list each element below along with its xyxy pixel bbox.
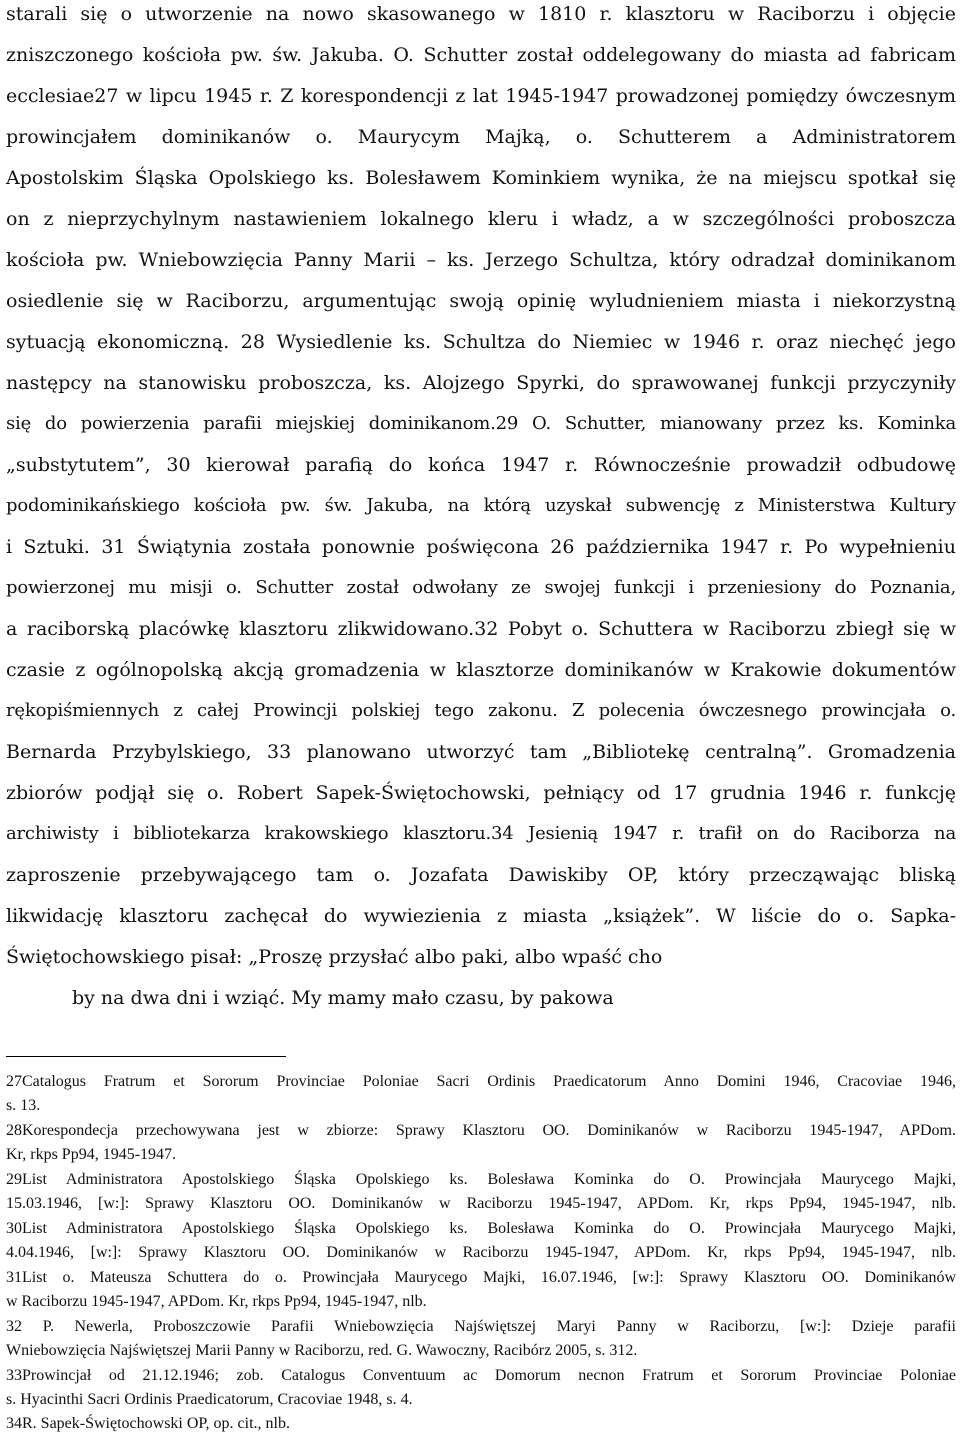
body-line: i Sztuki. 31 Świątynia została ponownie poświęcona 26 października 1947 r. Po wypełnieniu	[6, 536, 956, 558]
body-line: by na dwa dni i wziąć. My mamy mało czasu, by pakowa	[72, 987, 614, 1009]
body-line: „substytutem”, 30 kierował parafią do końca 1947 r. Równocześnie prowadził odbudowę	[6, 454, 956, 476]
body-line: następcy na stanowisku proboszcza, ks. Alojzego Spyrki, do sprawowanej funkcji przyczyniły	[6, 372, 956, 394]
footnote-line: 32 P. Newerla, Proboszczowie Parafii Wniebowzięcia Najświętszej Maryi Panny w Raciborzu, [w:]: Dzieje parafii	[6, 1318, 956, 1335]
footnote-line: Kr, rkps Pp94, 1945-1947.	[6, 1146, 177, 1163]
body-line: sytuacją ekonomiczną. 28 Wysiedlenie ks. Schultza do Niemiec w 1946 r. oraz niechęć jego	[6, 331, 956, 353]
body-line: Świętochowskiego pisał: „Proszę przysłać albo paki, albo wpaść cho	[6, 946, 663, 968]
footnote-line: 29List Administratora Apostolskiego Śląska Opolskiego ks. Bolesława Kominka do O. Prowincjała Maurycego Majki,	[6, 1171, 956, 1188]
footnote-line: 31List o. Mateusza Schuttera do o. Prowincjała Maurycego Majki, 16.07.1946, [w:]: Sprawy Klasztoru OO. Dominikanów	[6, 1269, 956, 1286]
body-line: starali się o utworzenie na nowo skasowanego w 1810 r. klasztoru w Raciborzu i objęcie	[6, 3, 956, 25]
body-line: likwidację klasztoru zachęcał do wywiezienia z miasta „książek”. W liście do o. Sapka-	[6, 905, 956, 927]
body-line: zniszczonego kościoła pw. św. Jakuba. O. Schutter został oddelegowany do miasta ad fabricam	[6, 44, 956, 66]
body-line: on z nieprzychylnym nastawieniem lokalnego kleru i władz, a w szczególności proboszcza	[6, 208, 956, 230]
footnote-line: 15.03.1946, [w:]: Sprawy Klasztoru OO. Dominikanów w Raciborzu 1945-1947, APDom. Kr, rkps Pp94, 1945-1947, nlb.	[6, 1195, 956, 1212]
footnote-line: w Raciborzu 1945-1947, APDom. Kr, rkps Pp94, 1945-1947, nlb.	[6, 1293, 427, 1310]
body-line: kościoła pw. Wniebowzięcia Panny Marii – ks. Jerzego Schultza, który odradzał dominikanom	[6, 249, 956, 271]
body-line: czasie z ogólnopolską akcją gromadzenia w klasztorze dominikanów w Krakowie dokumentów	[6, 659, 956, 681]
body-line: powierzonej mu misji o. Schutter został odwołany ze swojej funkcji i przeniesiony do Poznania,	[6, 577, 956, 598]
footnote-line: s. Hyacinthi Sacri Ordinis Praedicatorum, Cracoviae 1948, s. 4.	[6, 1391, 413, 1408]
footnote-line: Wniebowzięcia Najświętszej Marii Panny w Raciborzu, red. G. Wawoczny, Racibórz 2005, s. 312.	[6, 1342, 638, 1359]
footnote-separator	[6, 1056, 286, 1057]
footnote-line: 33Prowincjał od 21.12.1946; zob. Catalogus Conventuum ac Domorum necnon Fratrum et Sororum Provinciae Poloniae	[6, 1367, 956, 1384]
body-line: się do powierzenia parafii miejskiej dominikanom.29 O. Schutter, mianowany przez ks. Kominka	[6, 413, 956, 434]
body-line: archiwisty i bibliotekarza krakowskiego klasztoru.34 Jesienią 1947 r. trafił on do Raciborza na	[6, 823, 956, 844]
body-line: prowincjałem dominikanów o. Maurycym Majką, o. Schutterem a Administratorem	[6, 126, 956, 148]
body-line: zaproszenie przebywającego tam o. Jozafata Dawiskiby OP, który przecząwając bliską	[6, 864, 956, 886]
footnote-line: 34R. Sapek-Świętochowski OP, op. cit., nlb.	[6, 1415, 290, 1432]
body-line: osiedlenie się w Raciborzu, argumentując swoją opinię wyludnieniem miasta i niekorzystną	[6, 290, 956, 312]
body-line: a raciborską placówkę klasztoru zlikwidowano.32 Pobyt o. Schuttera w Raciborzu zbiegł się w	[6, 618, 956, 640]
body-line: zbiorów podjął się o. Robert Sapek-Świętochowski, pełniący od 17 grudnia 1946 r. funkcję	[6, 782, 956, 804]
footnote-line: 28Korespondecja przechowywana jest w zbiorze: Sprawy Klasztoru OO. Dominikanów w Raciborzu 1945-1947, APDom.	[6, 1122, 956, 1139]
body-line: Bernarda Przybylskiego, 33 planowano utworzyć tam „Bibliotekę centralną”. Gromadzenia	[6, 741, 956, 763]
body-line: podominikańskiego kościoła pw. św. Jakuba, na którą uzyskał subwencję z Ministerstwa Kultury	[6, 495, 956, 516]
footnote-line: s. 13.	[6, 1097, 41, 1114]
body-line: Apostolskim Śląska Opolskiego ks. Bolesławem Kominkiem wynika, że na miejscu spotkał się	[6, 167, 956, 189]
body-line: ecclesiae27 w lipcu 1945 r. Z korespondencji z lat 1945-1947 prowadzonej pomiędzy ówczesnym	[6, 85, 956, 107]
footnote-line: 30List Administratora Apostolskiego Śląska Opolskiego ks. Bolesława Kominka do O. Prowincjała Maurycego Majki,	[6, 1220, 956, 1237]
body-line: rękopiśmiennych z całej Prowincji polskiej tego zakonu. Z polecenia ówczesnego prowincjała o.	[6, 700, 956, 721]
footnote-line: 4.04.1946, [w:]: Sprawy Klasztoru OO. Dominikanów w Raciborzu 1945-1947, APDom. Kr, rkps Pp94, 1945-1947, nlb.	[6, 1244, 956, 1261]
footnote-line: 27Catalogus Fratrum et Sororum Provinciae Poloniae Sacri Ordinis Praedicatorum Anno Domini 1946, Cracoviae 1946,	[6, 1073, 956, 1090]
